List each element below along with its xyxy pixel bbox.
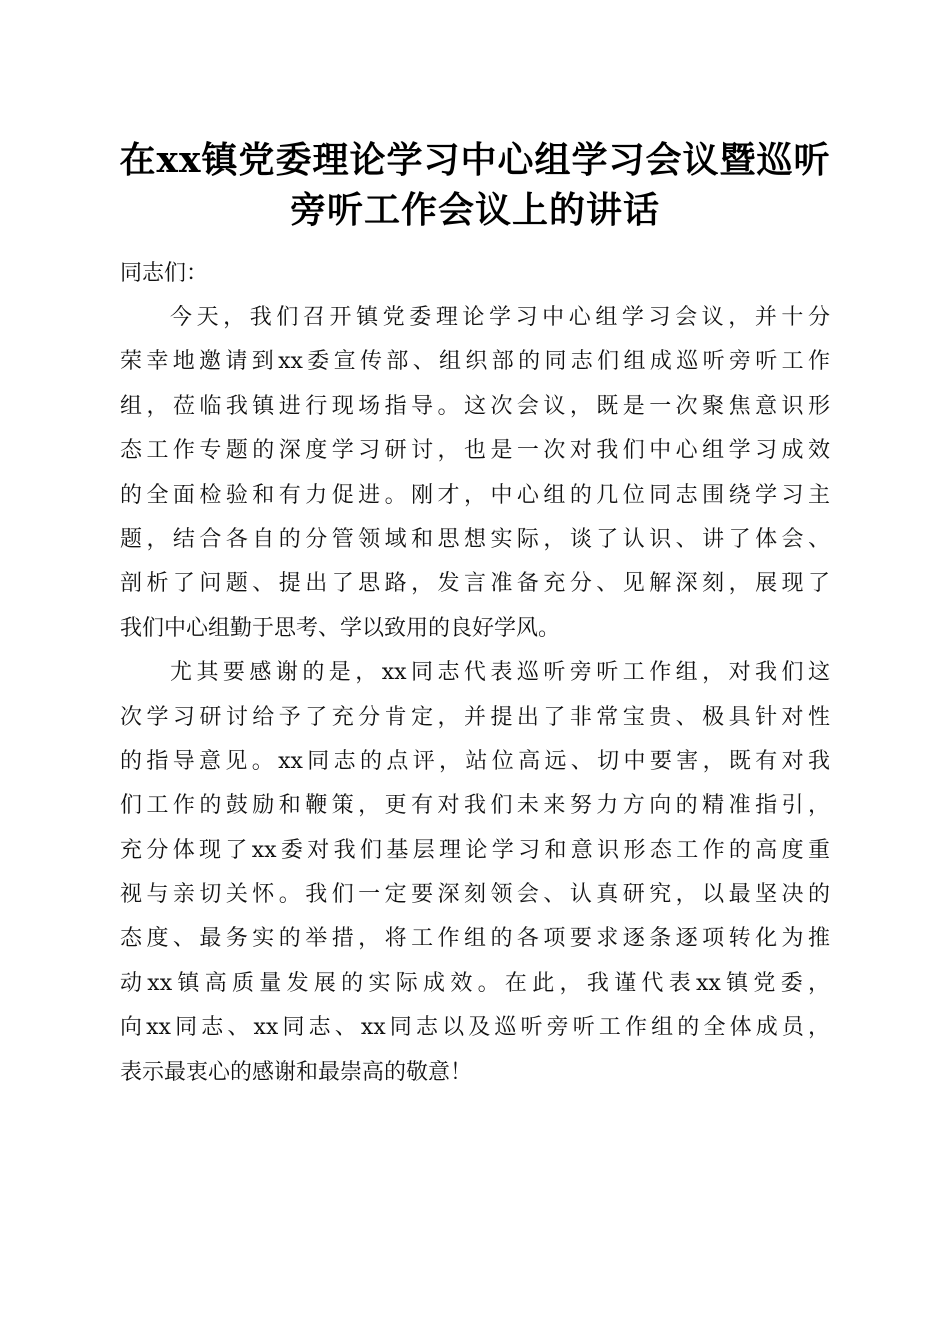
paragraph-line: 视与亲切关怀。我们一定要深刻领会、认真研究，以最坚决的 bbox=[120, 882, 830, 908]
paragraph-line: 表示最衷心的感谢和最崇高的敬意！ bbox=[120, 1059, 473, 1085]
paragraph-line: 的指导意见。xx同志的点评，站位高远、切中要害，既有对我 bbox=[120, 748, 830, 774]
paragraph-line: 们工作的鼓励和鞭策，更有对我们未来努力方向的精准指引， bbox=[120, 793, 830, 819]
paragraph-line: 组，莅临我镇进行现场指导。这次会议，既是一次聚焦意识形 bbox=[120, 393, 830, 419]
paragraph-line: 题，结合各自的分管领域和思想实际，谈了认识、讲了体会、 bbox=[120, 526, 830, 552]
paragraph-line: 态度、最务实的举措，将工作组的各项要求逐条逐项转化为推 bbox=[120, 926, 830, 952]
paragraph-line: 次学习研讨给予了充分肯定，并提出了非常宝贵、极具针对性 bbox=[120, 704, 830, 730]
paragraph-line: 我们中心组勤于思考、学以致用的良好学风。 bbox=[120, 615, 561, 641]
paragraph-line: 今天，我们召开镇党委理论学习中心组学习会议，并十分 bbox=[170, 305, 830, 330]
speech-body bbox=[120, 252, 830, 1095]
paragraph-line: 剖析了问题、提出了思路，发言准备充分、见解深刻，展现了 bbox=[120, 571, 830, 597]
paragraph-2 bbox=[120, 651, 830, 1095]
paragraph-line: 荣幸地邀请到xx委宣传部、组织部的同志们组成巡听旁听工作 bbox=[120, 349, 830, 375]
paragraph-line: 动xx镇高质量发展的实际成效。在此，我谨代表xx镇党委， bbox=[120, 970, 830, 996]
paragraph-line: 尤其要感谢的是，xx同志代表巡听旁听工作组，对我们这 bbox=[170, 660, 830, 686]
paragraph-line: 向xx同志、xx同志、xx同志以及巡听旁听工作组的全体成员， bbox=[120, 1015, 830, 1041]
title-line-1: 在xx镇党委理论学习中心组学习会议暨巡听 bbox=[119, 139, 831, 181]
paragraph-line: 充分体现了xx委对我们基层理论学习和意识形态工作的高度重 bbox=[120, 837, 830, 863]
salutation: 同志们： bbox=[120, 261, 209, 286]
paragraph-line: 态工作专题的深度学习研讨，也是一次对我们中心组学习成效 bbox=[120, 438, 830, 464]
title-line-2: 旁听工作会议上的讲话 bbox=[289, 189, 660, 231]
paragraph-line: 的全面检验和有力促进。刚才，中心组的几位同志围绕学习主 bbox=[120, 482, 830, 508]
speech-title bbox=[80, 135, 870, 235]
paragraph-1 bbox=[120, 296, 830, 651]
